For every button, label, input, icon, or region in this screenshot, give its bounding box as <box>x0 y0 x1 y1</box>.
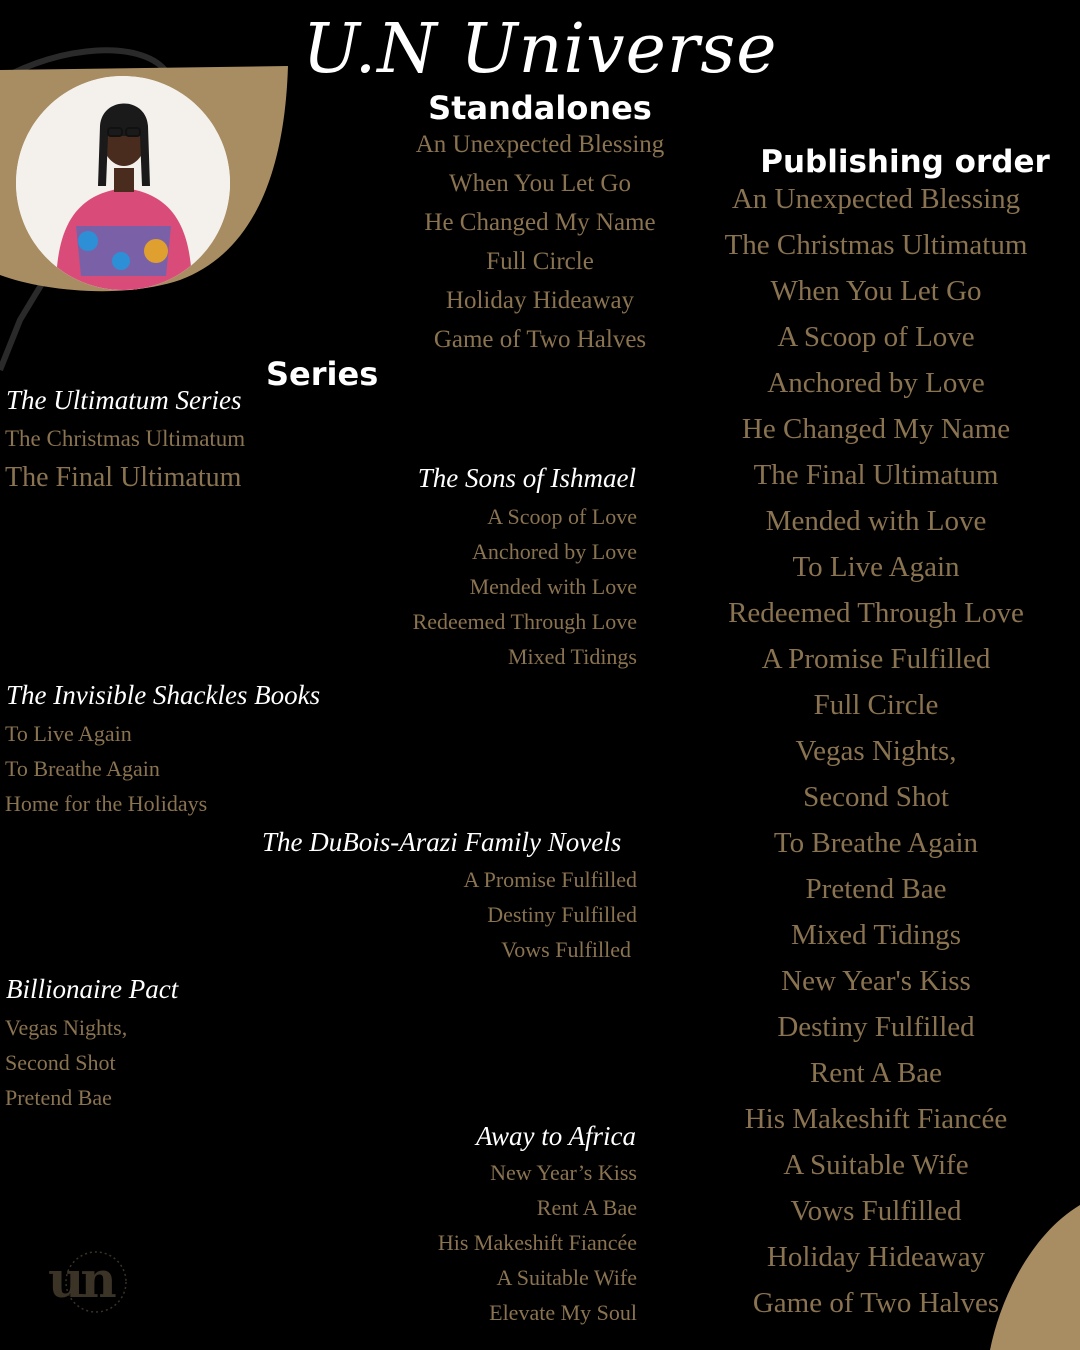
logo-text: un <box>48 1250 113 1309</box>
list-item: His Makeshift Fiancée <box>437 1230 637 1255</box>
standalones-heading: Standalones <box>428 89 652 127</box>
author-photo <box>16 76 230 290</box>
list-item: Elevate My Soul <box>489 1300 637 1325</box>
list-item: To Live Again <box>5 721 132 746</box>
list-item: Destiny Fulfilled <box>487 902 637 927</box>
list-item: The Christmas Ultimatum <box>724 229 1028 261</box>
list-item: Redeemed Through Love <box>728 597 1024 629</box>
series-books-list <box>337 1155 637 1330</box>
list-item: Vegas Nights, <box>795 735 957 767</box>
list-item: Redeemed Through Love <box>412 609 637 634</box>
series-title: Billionaire Pact <box>6 974 179 1004</box>
list-item: Second Shot <box>5 1050 116 1075</box>
series-books-list <box>337 499 637 674</box>
list-item: Rent A Bae <box>809 1057 943 1089</box>
list-item: Full Circle <box>813 689 939 721</box>
list-item: He Changed My Name <box>741 413 1011 445</box>
list-item: Vegas Nights, <box>5 1015 128 1040</box>
list-item: Mended with Love <box>469 574 637 599</box>
list-item: To Breathe Again <box>5 756 160 781</box>
list-item: He Changed My Name <box>424 209 656 236</box>
list-item: His Makeshift Fiancée <box>744 1103 1008 1135</box>
series-title: Away to Africa <box>476 1121 636 1151</box>
series-books-list <box>337 862 637 967</box>
list-item: Pretend Bae <box>805 873 947 905</box>
list-item: When You Let Go <box>770 275 982 307</box>
series-title: The Sons of Ishmael <box>417 463 636 493</box>
list-item: Game of Two Halves <box>433 326 647 353</box>
list-item: New Year’s Kiss <box>490 1160 637 1185</box>
list-item: Game of Two Halves <box>752 1287 1000 1319</box>
list-item: The Final Ultimatum <box>5 462 242 493</box>
list-item: Holiday Hideaway <box>445 287 635 314</box>
series-books-list <box>5 422 245 500</box>
list-item: Vows Fulfilled <box>790 1195 962 1227</box>
list-item: To Breathe Again <box>773 827 979 859</box>
list-item: Mixed Tidings <box>790 919 962 951</box>
publishing-order-heading: Publishing order <box>760 144 1050 180</box>
list-item: When You Let Go <box>449 170 631 197</box>
page-title: U.N Universe <box>302 10 778 89</box>
publishing-order-list <box>690 176 1062 1326</box>
list-item: Second Shot <box>803 781 949 813</box>
list-item: A Promise Fulfilled <box>463 867 637 892</box>
list-item: New Year's Kiss <box>781 965 971 997</box>
list-item: Holiday Hideaway <box>766 1241 986 1273</box>
list-item: A Scoop of Love <box>487 504 637 529</box>
list-item: Anchored by Love <box>472 539 637 564</box>
list-item: To Live Again <box>792 551 960 583</box>
list-item: A Scoop of Love <box>777 321 975 353</box>
list-item: Full Circle <box>486 248 594 275</box>
standalones-list <box>380 125 700 359</box>
list-item: The Christmas Ultimatum <box>5 426 246 451</box>
list-item: Anchored by Love <box>767 367 985 399</box>
series-books-list <box>5 1010 127 1115</box>
list-item: Rent A Bae <box>536 1195 637 1220</box>
list-item: An Unexpected Blessing <box>415 131 665 158</box>
series-books-list <box>5 716 207 821</box>
series-title: The Ultimatum Series <box>6 385 242 415</box>
list-item: Pretend Bae <box>5 1085 112 1110</box>
author-portrait-illustration <box>16 76 230 290</box>
list-item: Home for the Holidays <box>5 791 208 816</box>
series-heading: Series <box>266 355 379 393</box>
series-title: The DuBois-Arazi Family Novels <box>262 827 622 857</box>
list-item: A Promise Fulfilled <box>761 643 991 675</box>
list-item: The Final Ultimatum <box>753 459 999 491</box>
list-item: Vows Fulfilled <box>501 937 631 962</box>
list-item: Mixed Tidings <box>508 644 637 669</box>
list-item: Destiny Fulfilled <box>777 1011 975 1043</box>
list-item: A Suitable Wife <box>496 1265 637 1290</box>
series-title: The Invisible Shackles Books <box>6 680 321 710</box>
list-item: Mended with Love <box>765 505 987 537</box>
list-item: An Unexpected Blessing <box>731 183 1021 215</box>
list-item: A Suitable Wife <box>783 1149 969 1181</box>
brand-logo <box>44 1250 130 1314</box>
